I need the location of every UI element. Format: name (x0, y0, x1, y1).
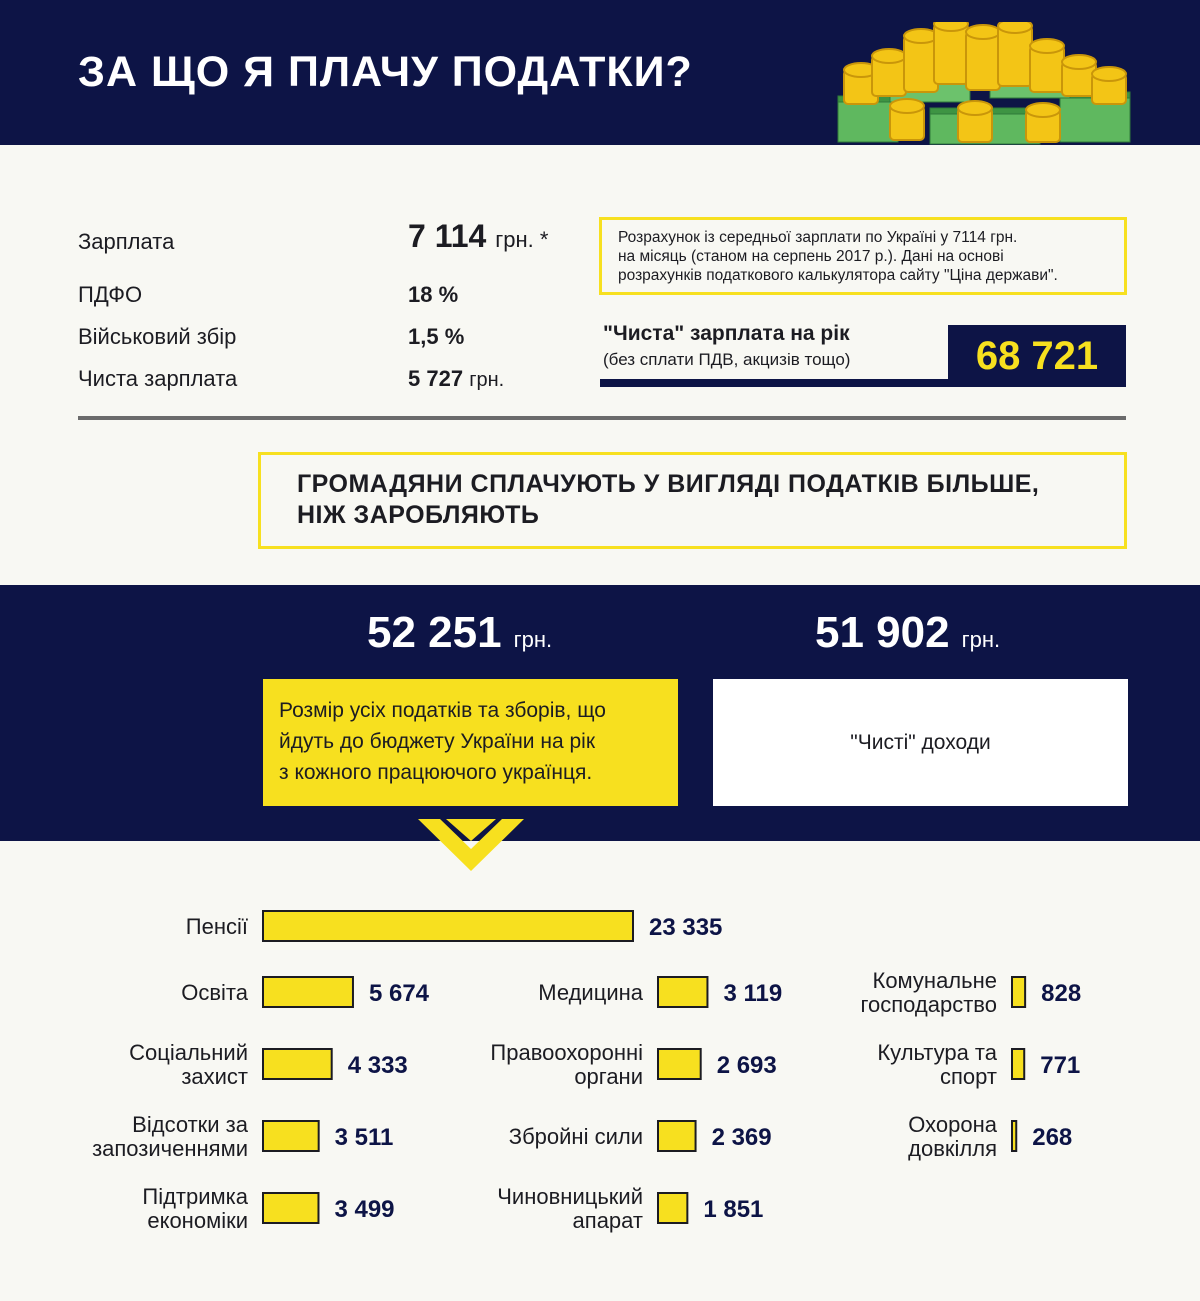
military-value: 1,5 % (408, 324, 465, 349)
bar (263, 977, 353, 1007)
category-label-line: довкілля (908, 1136, 997, 1161)
value-label: 2 369 (711, 1124, 772, 1151)
taxes-desc-line: Розмір усіх податків та зборів, що (279, 699, 606, 722)
bar (658, 977, 707, 1007)
category-label (860, 968, 997, 1017)
bar (263, 1121, 319, 1151)
category-label-line: господарство (860, 992, 997, 1017)
category-label (186, 914, 248, 939)
taxes-total (367, 608, 552, 658)
bar (658, 1193, 687, 1223)
category-label-line: Медицина (538, 980, 643, 1005)
military-label: Військовий збір (78, 324, 237, 349)
category-label-line: Освіта (181, 980, 248, 1005)
bar (263, 1049, 332, 1079)
net-salary-value (408, 366, 504, 392)
calculation-note (599, 217, 1127, 295)
income-description: "Чисті" доходи (713, 679, 1128, 806)
category-label-line: спорт (940, 1064, 997, 1089)
category-label (181, 980, 249, 1005)
category-label-line: захист (181, 1064, 248, 1089)
category-label (509, 1124, 643, 1149)
salary-unit: грн. * (495, 227, 549, 252)
bar-group (509, 1121, 772, 1151)
category-label-line: Охорона (908, 1112, 997, 1137)
section-divider (78, 416, 1126, 420)
category-label (538, 980, 643, 1005)
bar-group (538, 977, 782, 1007)
value-label: 2 693 (716, 1052, 777, 1079)
net-salary-label: Чиста зарплата (78, 366, 238, 391)
category-label-line: економіки (147, 1208, 248, 1233)
bar-group (186, 911, 723, 941)
note-line: Розрахунок із середньої зарплати по Україні у 7114 грн. (618, 229, 1018, 246)
category-label (129, 1040, 248, 1089)
taxes-description (263, 679, 678, 806)
bar-group (129, 1040, 408, 1089)
income-unit: грн. (961, 627, 1001, 652)
value-label: 771 (1040, 1052, 1081, 1079)
value-label: 4 333 (347, 1052, 408, 1079)
value-label: 828 (1041, 980, 1082, 1007)
category-label-line: Правоохоронні (490, 1040, 643, 1065)
category-label-line: Підтримка (142, 1184, 248, 1209)
category-label-line: Соціальний (129, 1040, 248, 1065)
category-label-line: Пенсії (185, 914, 248, 939)
category-label-line: апарат (572, 1208, 643, 1233)
value-label: 1 851 (703, 1196, 764, 1223)
net-year-title: "Чиста" зарплата на рік (603, 322, 850, 345)
bar (1012, 1049, 1024, 1079)
category-label (877, 1040, 997, 1089)
bar-group (490, 1040, 776, 1089)
salary-amount: 7 114 (408, 218, 487, 254)
bar-group (908, 1112, 1072, 1161)
bar (263, 911, 633, 941)
value-label: 268 (1032, 1124, 1073, 1151)
salary-value (408, 218, 548, 255)
value-label: 3 119 (723, 980, 783, 1007)
claim-line: ГРОМАДЯНИ СПЛАЧУЮТЬ У ВИГЛЯДІ ПОДАТКІВ БІЛЬШЕ, (297, 470, 1040, 498)
category-label-line: Збройні сили (508, 1124, 643, 1149)
category-label-line: Комунальне (872, 968, 997, 993)
value-label: 23 335 (649, 914, 723, 941)
bar-group (860, 968, 1081, 1017)
chevron-down-icon (418, 815, 524, 871)
category-label-line: запозиченнями (92, 1136, 248, 1161)
value-label: 3 499 (334, 1196, 395, 1223)
value-label: 3 511 (334, 1124, 394, 1151)
bar-group (877, 1040, 1080, 1089)
net-year-subtitle: (без сплати ПДВ, акцизів тощо) (603, 350, 851, 369)
net-salary-unit: грн. (469, 369, 505, 391)
income-total (815, 608, 1000, 658)
income-amount: 51 902 (815, 608, 950, 657)
category-label-line: органи (574, 1064, 643, 1089)
bar (1012, 1121, 1016, 1151)
taxes-amount: 52 251 (367, 608, 502, 657)
bar-group (142, 1184, 394, 1233)
category-label-line: Відсотки за (132, 1112, 248, 1137)
page-title: ЗА ЩО Я ПЛАЧУ ПОДАТКИ? (78, 48, 693, 96)
pdfo-value: 18 % (408, 282, 459, 307)
money-coins-stack-icon (830, 22, 1140, 146)
category-label (908, 1112, 998, 1161)
taxes-desc-line: з кожного працюючого українця. (279, 761, 593, 784)
category-label (142, 1184, 248, 1233)
salary-label: Зарплата (78, 229, 175, 254)
bar (658, 1049, 701, 1079)
net-year-underline (600, 379, 960, 387)
pdfo-label: ПДФО (78, 282, 143, 307)
net-year-value: 68 721 (948, 325, 1126, 387)
header-banner (0, 0, 1200, 145)
category-label-line: Культура та (877, 1040, 997, 1065)
taxes-unit: грн. (513, 627, 553, 652)
bar-group (497, 1184, 763, 1233)
claim-box (258, 452, 1127, 549)
bar-group (92, 1112, 393, 1161)
category-label (497, 1184, 643, 1233)
category-label-line: Чиновницький (497, 1184, 643, 1209)
bar (1012, 977, 1025, 1007)
bar-group (181, 977, 429, 1007)
category-label (490, 1040, 643, 1089)
note-line: розрахунків податкового калькулятора сайту "Ціна держави". (618, 267, 1058, 284)
value-label: 5 674 (368, 980, 430, 1007)
claim-line: НІЖ ЗАРОБЛЯЮТЬ (297, 501, 540, 529)
bar (263, 1193, 318, 1223)
category-label (92, 1112, 249, 1161)
note-line: на місяць (станом на серпень 2017 р.). Дані на основі (618, 248, 1004, 265)
net-salary-amount: 5 727 (408, 366, 464, 391)
taxes-desc-line: йдуть до бюджету України на рік (279, 730, 596, 753)
bar (658, 1121, 696, 1151)
